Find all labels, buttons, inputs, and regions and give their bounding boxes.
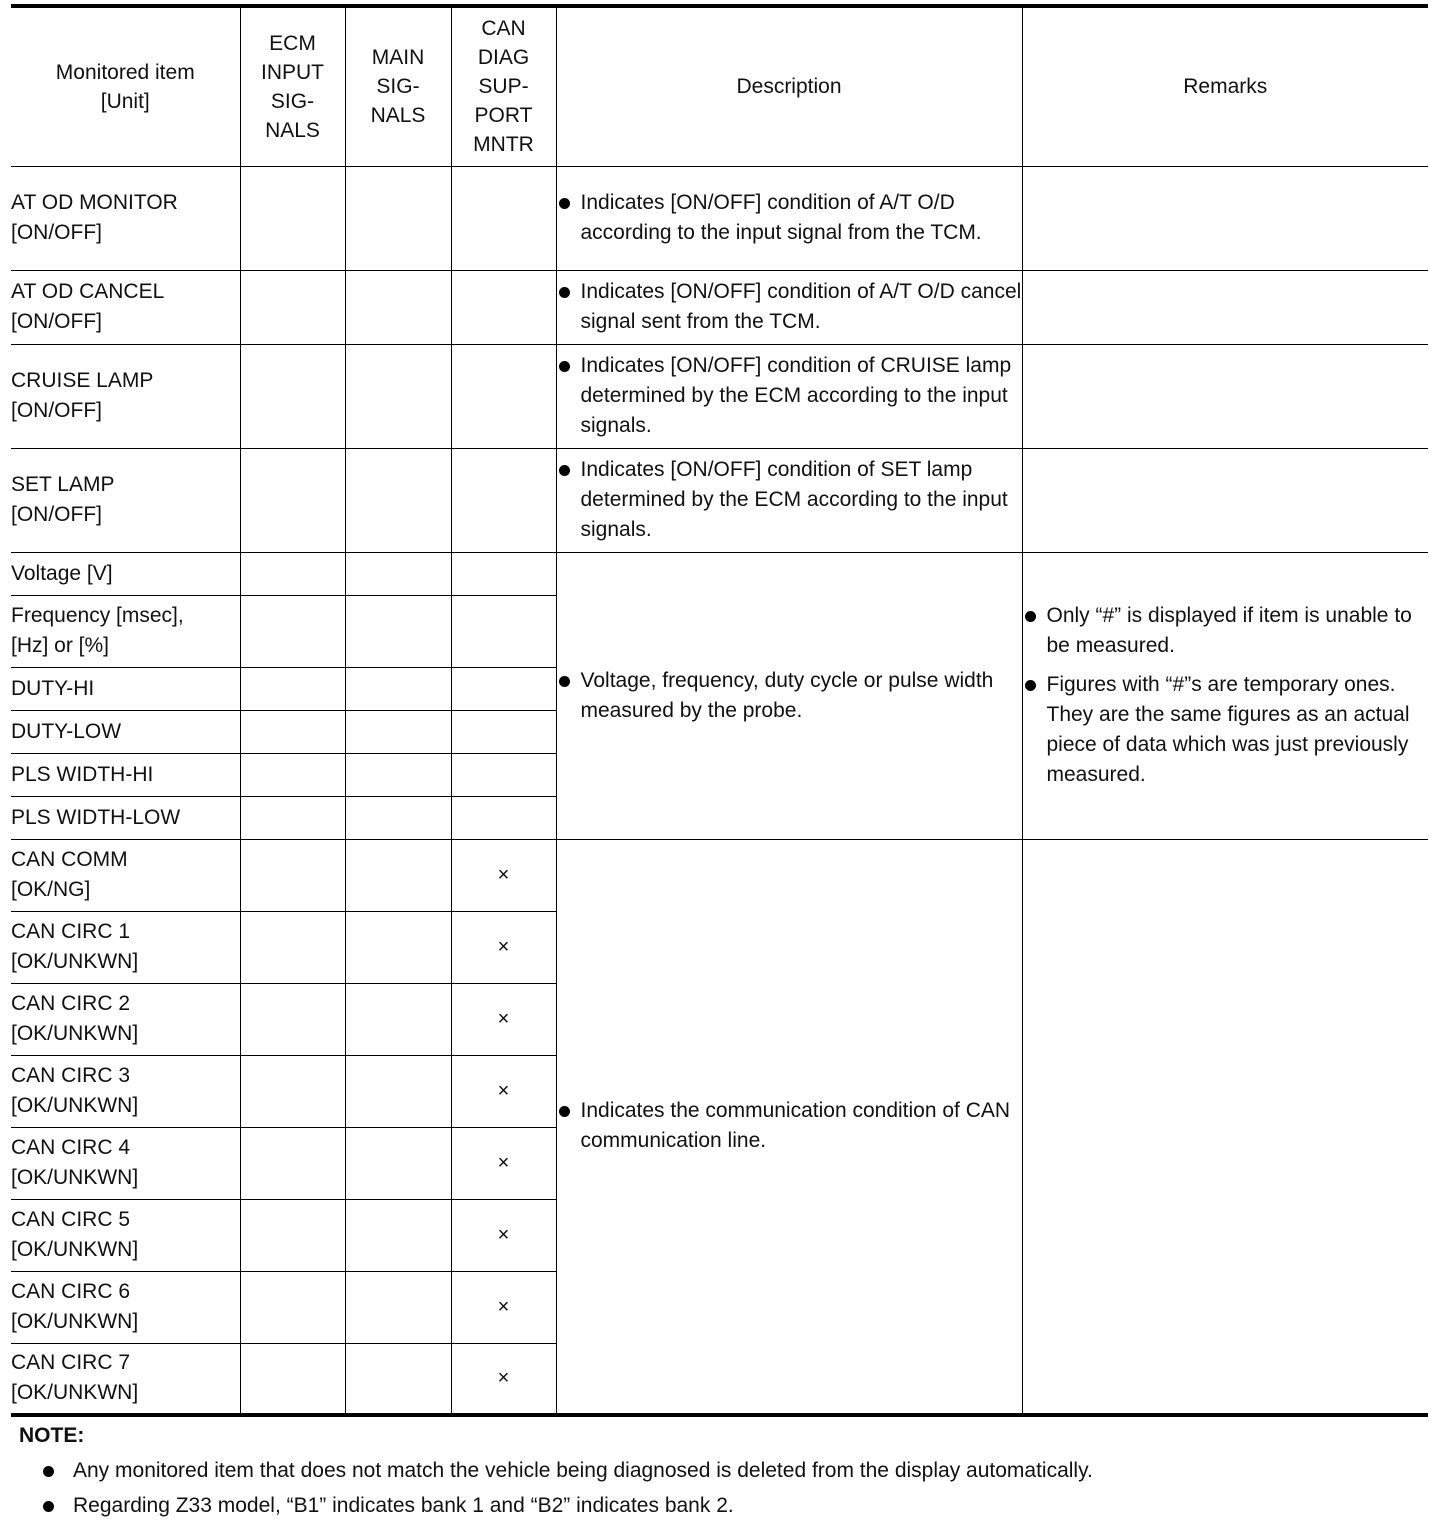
- can-diag-mark: ×: [451, 1271, 556, 1343]
- description-bullet: Voltage, frequency, duty cycle or pulse width measured by the probe.: [557, 666, 1022, 726]
- main-signals-cell: [345, 796, 451, 839]
- table-header-row: [11, 6, 1428, 166]
- description-bullet: Indicates [ON/OFF] condition of SET lamp determined by the ECM according to the input signals.: [557, 455, 1022, 545]
- note-bullet: Any monitored item that does not match the vehicle being diagnosed is deleted from the display automatically.: [19, 1456, 1428, 1486]
- can-diag-cell: [451, 344, 556, 448]
- main-signals-cell: [345, 983, 451, 1055]
- remarks-cell: [1022, 344, 1428, 448]
- probe-remarks-cell: [1022, 552, 1428, 839]
- remarks-bullet: Figures with “#”s are temporary ones. They are the same figures as an actual piece of data which was just previously measured.: [1023, 670, 1429, 790]
- ecm-input-cell: [240, 1127, 345, 1199]
- note-section: [11, 1421, 1428, 1521]
- monitored-item-cell: AT OD CANCEL [ON/OFF]: [11, 270, 240, 344]
- main-signals-cell: [345, 753, 451, 796]
- ecm-input-cell: [240, 552, 345, 595]
- description-cell: [556, 270, 1022, 344]
- remarks-bullet: Only “#” is displayed if item is unable to be measured.: [1023, 601, 1429, 661]
- note-title: NOTE:: [19, 1424, 85, 1447]
- main-signals-cell: [345, 710, 451, 753]
- main-signals-cell: [345, 166, 451, 270]
- monitored-item-cell: CAN CIRC 1 [OK/UNKWN]: [11, 911, 240, 983]
- ecm-input-cell: [240, 839, 345, 911]
- note-list: [19, 1456, 1428, 1521]
- can-remarks-cell: [1022, 839, 1428, 1415]
- main-signals-cell: [345, 552, 451, 595]
- table-row: [11, 839, 1428, 911]
- ecm-input-cell: [240, 753, 345, 796]
- description-bullet: Indicates [ON/OFF] condition of A/T O/D cancel signal sent from the TCM.: [557, 277, 1022, 337]
- ecm-input-cell: [240, 1055, 345, 1127]
- monitored-item-cell: CAN CIRC 3 [OK/UNKWN]: [11, 1055, 240, 1127]
- ecm-input-cell: [240, 983, 345, 1055]
- ecm-input-cell: [240, 595, 345, 667]
- monitored-item-cell: AT OD MONITOR [ON/OFF]: [11, 166, 240, 270]
- data-monitor-table: [11, 4, 1428, 1417]
- ecm-input-cell: [240, 710, 345, 753]
- description-bullet: Indicates the communication condition of CAN communication line.: [557, 1096, 1022, 1156]
- monitored-item-cell: SET LAMP [ON/OFF]: [11, 448, 240, 552]
- monitored-item-cell: CAN CIRC 6 [OK/UNKWN]: [11, 1271, 240, 1343]
- monitored-item-cell: CAN CIRC 2 [OK/UNKWN]: [11, 983, 240, 1055]
- monitored-item-cell: Voltage [V]: [11, 552, 240, 595]
- can-diag-cell: [451, 710, 556, 753]
- description-cell: [556, 166, 1022, 270]
- monitored-item-cell: CAN COMM [OK/NG]: [11, 839, 240, 911]
- monitored-item-cell: DUTY-LOW: [11, 710, 240, 753]
- data-monitor-document: [11, 4, 1428, 1521]
- ecm-input-cell: [240, 166, 345, 270]
- ecm-input-cell: [240, 1271, 345, 1343]
- description-cell: [556, 448, 1022, 552]
- can-diag-mark: ×: [451, 911, 556, 983]
- remarks-cell: [1022, 270, 1428, 344]
- main-signals-cell: [345, 1127, 451, 1199]
- can-diag-cell: [451, 552, 556, 595]
- main-signals-cell: [345, 1271, 451, 1343]
- note-bullet: Regarding Z33 model, “B1” indicates bank 1 and “B2” indicates bank 2.: [19, 1491, 1428, 1521]
- header-description: Description: [556, 6, 1022, 166]
- monitored-item-cell: CRUISE LAMP [ON/OFF]: [11, 344, 240, 448]
- can-diag-mark: ×: [451, 983, 556, 1055]
- main-signals-cell: [345, 911, 451, 983]
- header-main-signals: MAIN SIG- NALS: [345, 6, 451, 166]
- can-diag-cell: [451, 753, 556, 796]
- can-diag-cell: [451, 448, 556, 552]
- main-signals-cell: [345, 1055, 451, 1127]
- table-row: [11, 270, 1428, 344]
- header-remarks: Remarks: [1022, 6, 1428, 166]
- monitored-item-cell: Frequency [msec], [Hz] or [%]: [11, 595, 240, 667]
- main-signals-cell: [345, 448, 451, 552]
- monitored-item-cell: PLS WIDTH-HI: [11, 753, 240, 796]
- can-diag-mark: ×: [451, 1343, 556, 1415]
- monitored-item-cell: CAN CIRC 5 [OK/UNKWN]: [11, 1199, 240, 1271]
- description-bullet: Indicates [ON/OFF] condition of A/T O/D according to the input signal from the TCM.: [557, 188, 1022, 248]
- main-signals-cell: [345, 1199, 451, 1271]
- can-diag-mark: ×: [451, 1199, 556, 1271]
- remarks-cell: [1022, 166, 1428, 270]
- ecm-input-cell: [240, 448, 345, 552]
- main-signals-cell: [345, 1343, 451, 1415]
- remarks-cell: [1022, 448, 1428, 552]
- monitored-item-cell: CAN CIRC 4 [OK/UNKWN]: [11, 1127, 240, 1199]
- can-diag-mark: ×: [451, 839, 556, 911]
- probe-description-cell: [556, 552, 1022, 839]
- can-description-cell: [556, 839, 1022, 1415]
- table-row: [11, 552, 1428, 595]
- main-signals-cell: [345, 270, 451, 344]
- can-diag-mark: ×: [451, 1055, 556, 1127]
- description-cell: [556, 344, 1022, 448]
- can-diag-mark: ×: [451, 1127, 556, 1199]
- can-diag-cell: [451, 166, 556, 270]
- monitored-item-cell: PLS WIDTH-LOW: [11, 796, 240, 839]
- ecm-input-cell: [240, 911, 345, 983]
- can-diag-cell: [451, 270, 556, 344]
- header-ecm-input-signals: ECM INPUT SIG- NALS: [240, 6, 345, 166]
- main-signals-cell: [345, 595, 451, 667]
- table-row: [11, 448, 1428, 552]
- description-bullet: Indicates [ON/OFF] condition of CRUISE lamp determined by the ECM according to the input signals.: [557, 351, 1022, 441]
- ecm-input-cell: [240, 270, 345, 344]
- header-can-diag-support-mntr: CAN DIAG SUP- PORT MNTR: [451, 6, 556, 166]
- can-diag-cell: [451, 667, 556, 710]
- header-monitored-item: Monitored item [Unit]: [11, 6, 240, 166]
- can-diag-cell: [451, 796, 556, 839]
- monitored-item-cell: DUTY-HI: [11, 667, 240, 710]
- table-row: [11, 344, 1428, 448]
- main-signals-cell: [345, 839, 451, 911]
- ecm-input-cell: [240, 1199, 345, 1271]
- main-signals-cell: [345, 344, 451, 448]
- can-diag-cell: [451, 595, 556, 667]
- ecm-input-cell: [240, 344, 345, 448]
- ecm-input-cell: [240, 667, 345, 710]
- monitored-item-cell: CAN CIRC 7 [OK/UNKWN]: [11, 1343, 240, 1415]
- table-row: [11, 166, 1428, 270]
- main-signals-cell: [345, 667, 451, 710]
- ecm-input-cell: [240, 796, 345, 839]
- ecm-input-cell: [240, 1343, 345, 1415]
